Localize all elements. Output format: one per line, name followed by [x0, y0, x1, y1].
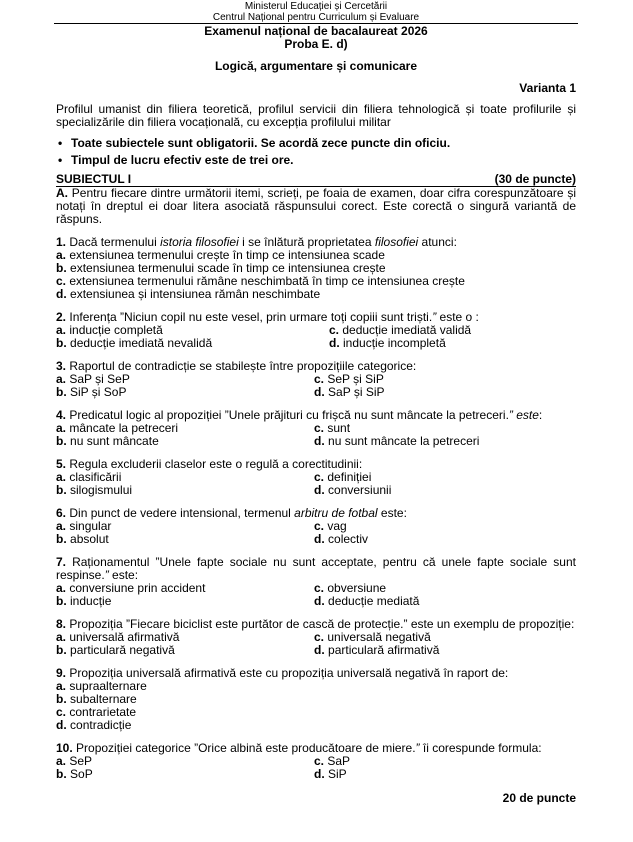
- question-2: [56, 311, 576, 350]
- option-a: a. SaP și SeP: [56, 372, 130, 386]
- option-a: a. SeP: [56, 754, 93, 768]
- option-d: d. extensiunea și intensiunea rămân neschimbate: [56, 287, 321, 301]
- option-c: c. SeP și SiP: [314, 372, 384, 386]
- variant-label: Varianta 1: [519, 81, 576, 95]
- option-c: c. SaP: [314, 754, 351, 768]
- section-points: (30 de puncte): [494, 172, 576, 186]
- center-name: Centrul Național pentru Curriculum și Evaluare: [54, 12, 578, 24]
- section-name: SUBIECTUL I: [56, 172, 132, 186]
- question-text: 2. Inferența ”Niciun copil nu este vesel, prin urmare toți copiii sunt triști.” este o :: [56, 310, 479, 324]
- answer-options: [56, 755, 576, 781]
- answer-options: [56, 324, 576, 350]
- option-c: c. extensiunea termenului rămâne neschimbată în timp ce intensiunea crește: [56, 274, 465, 288]
- question-4: [56, 409, 576, 448]
- option-a: a. clasificării: [56, 470, 122, 484]
- rule-item: • Timpul de lucru efectiv este de trei ore.: [58, 153, 294, 167]
- question-text: 9. Propoziția universală afirmativă este cu propoziția universală negativă în raport de:: [56, 666, 509, 680]
- question-5: [56, 458, 576, 497]
- question-7: [56, 556, 576, 608]
- option-a: a. extensiunea termenului crește în timp ce intensiunea scade: [56, 248, 385, 262]
- question-10: [56, 742, 576, 781]
- question-text: 6. Din punct de vedere intensional, termenul arbitru de fotbal este:: [56, 506, 407, 520]
- option-b: b. subalternare: [56, 692, 137, 706]
- option-c: c. obversiune: [314, 581, 387, 595]
- option-a: a. conversiune prin accident: [56, 581, 206, 595]
- option-b: b. silogismului: [56, 483, 133, 497]
- rule-item: • Toate subiectele sunt obligatorii. Se acordă zece puncte din oficiu.: [58, 136, 451, 150]
- option-c: c. vag: [314, 519, 347, 533]
- question-8: [56, 618, 576, 657]
- exam-title: Examenul național de bacalaureat 2026: [204, 24, 428, 38]
- option-d: d. SiP: [314, 767, 347, 781]
- question-text: 10. Propoziției categorice ”Orice albină este producătoare de miere.” îi corespunde formula:: [56, 741, 542, 755]
- answer-options: [56, 520, 576, 546]
- document-header: [56, 0, 576, 24]
- answer-options: [56, 422, 576, 448]
- answer-options: [56, 631, 576, 657]
- option-a: a. supraalternare: [56, 679, 147, 693]
- ministry-name: Ministerul Educației și Cercetării: [244, 1, 388, 12]
- question-9: [56, 667, 576, 732]
- question-text: 3. Raportul de contradicție se stabilește între propozițiile categorice:: [56, 359, 417, 373]
- option-c: c. sunt: [314, 421, 351, 435]
- option-b: b. inducție: [56, 594, 112, 608]
- option-d: d. particulară afirmativă: [314, 643, 440, 657]
- exam-subject: Logică, argumentare și comunicare: [214, 59, 418, 73]
- answer-options: [56, 680, 576, 732]
- option-b: b. nu sunt mâncate: [56, 434, 159, 448]
- exam-proba: Proba E. d): [284, 37, 348, 51]
- option-d: d. SaP și SiP: [314, 385, 385, 399]
- rules-list: [56, 137, 576, 167]
- option-c: c. deducție imediată validă: [329, 323, 472, 337]
- question-text: 8. Propoziția ”Fiecare biciclist este purtător de cască de protecție.” este un exemplu de propoziție:: [56, 617, 575, 631]
- answer-options: [56, 582, 576, 608]
- option-b: b. SoP: [56, 767, 93, 781]
- option-a: a. singular: [56, 519, 112, 533]
- question-text: 4. Predicatul logic al propoziției ”Unele prăjituri cu frișcă nu sunt mâncate la petreceri.” este:: [56, 408, 543, 422]
- instruction: A. Pentru fiecare dintre următorii itemi, scrieți, pe foaia de examen, doar cifra corespunzătoare și notați în dreptul ei doar litera asociată răspunsului corect. Este corectă o singură variantă de răspuns.: [56, 186, 576, 226]
- total-points: 20 de puncte: [502, 791, 576, 805]
- option-d: d. inducție incompletă: [329, 336, 446, 350]
- option-c: c. contrarietate: [56, 705, 137, 719]
- question-6: [56, 507, 576, 546]
- option-c: c. definiției: [314, 470, 372, 484]
- question-1: [56, 236, 576, 301]
- option-d: d. nu sunt mâncate la petreceri: [314, 434, 480, 448]
- section-heading: [56, 173, 576, 187]
- option-a: a. inducție completă: [56, 323, 163, 337]
- option-b: b. particulară negativă: [56, 643, 175, 657]
- option-a: a. universală afirmativă: [56, 630, 180, 644]
- option-b: b. absolut: [56, 532, 109, 546]
- question-3: [56, 360, 576, 399]
- bullet-icon: •: [58, 136, 63, 150]
- option-d: d. contradicție: [56, 718, 132, 732]
- bullet-icon: •: [58, 153, 63, 167]
- option-b: b. extensiunea termenului scade în timp ce intensiunea crește: [56, 261, 386, 275]
- option-d: d. deducție mediată: [314, 594, 420, 608]
- option-b: b. SiP și SoP: [56, 385, 127, 399]
- option-b: b. deducție imediată nevalidă: [56, 336, 213, 350]
- option-a: a. mâncate la petreceri: [56, 421, 179, 435]
- question-text: 5. Regula excluderii claselor este o regulă a corectitudinii:: [56, 457, 363, 471]
- question-text: 1. Dacă termenului istoria filosofiei i se înlătură proprietatea filosofiei atunci:: [56, 235, 457, 249]
- profile-text: Profilul umanist din filiera teoretică, profilul servicii din filiera tehnologică și toate profilurile și specializările din filiera vocațională, cu excepția profilului militar: [56, 102, 576, 129]
- option-c: c. universală negativă: [314, 630, 431, 644]
- option-d: d. conversiunii: [314, 483, 392, 497]
- question-text: 7. Raționamentul ”Unele fapte sociale nu sunt acceptate, pentru că unele fapte sociale sunt respinse.” este:: [56, 555, 576, 582]
- answer-options: [56, 249, 576, 301]
- answer-options: [56, 373, 576, 399]
- answer-options: [56, 471, 576, 497]
- option-d: d. colectiv: [314, 532, 369, 546]
